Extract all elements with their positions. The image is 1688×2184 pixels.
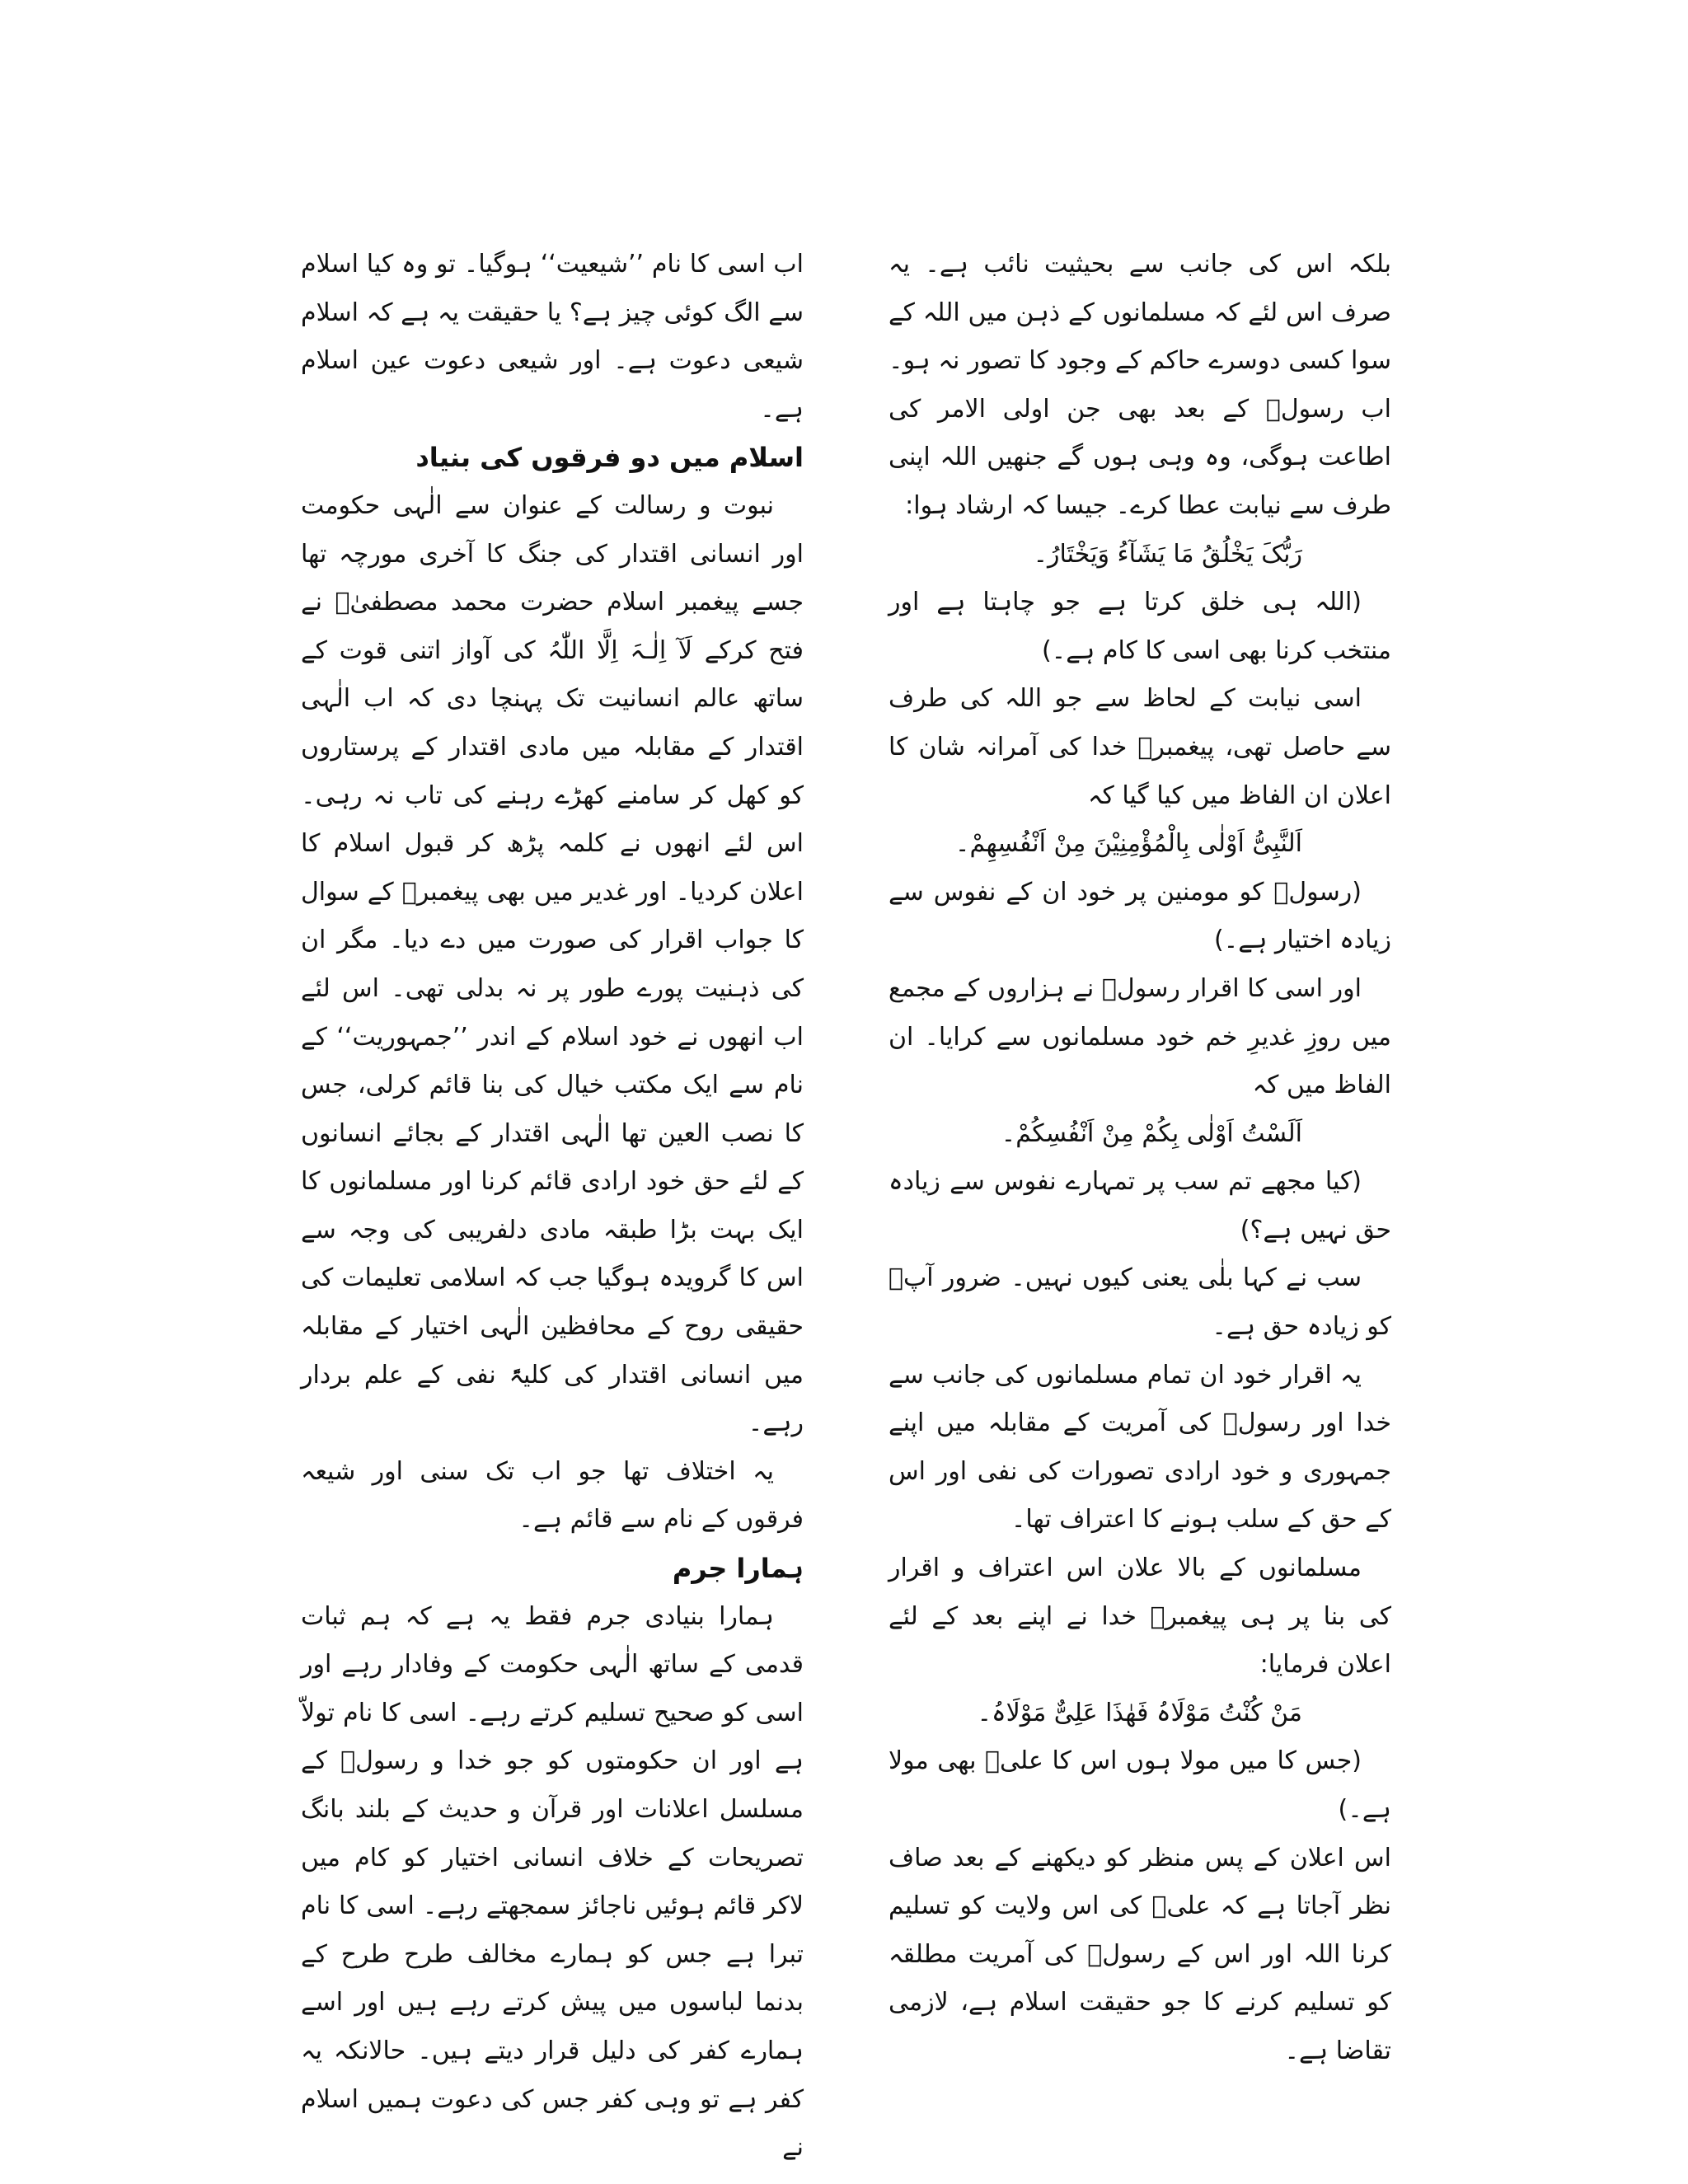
paragraph: مسلمانوں کے بالا علان اس اعتراف و اقرار کی بنا پر ہی پیغمبرؐ خدا نے اپنے بعد کے لئے اعلان فرمایا: (889, 1554, 1391, 1680)
paragraph: اور اسی کا اقرار رسولؐ نے ہزاروں کے مجمع میں روزِ غدیرِ خم خود مسلمانوں سے کرایا۔ ان الفاظ میں کہ (889, 973, 1391, 1100)
arabic-quote: رَبُّکَ یَخْلُقُ مَا یَشَآءُ وَیَخْتَارُ۔ (1033, 539, 1302, 569)
quote-translation: (کیا مجھے تم سب پر تمہارے نفوس سے زیادہ حق نہیں ہے؟) (889, 1167, 1391, 1244)
paragraph: بلکہ اس کی جانب سے بحیثیت نائب ہے۔ یہ صرف اس لئے کہ مسلمانوں کے ذہن میں اللہ کے سوا کسی دوسرے حاکم کے وجود کا تصور نہ ہو۔ اب رسولؐ کے بعد بھی جن اولی الامر کی اطاعت ہوگی، وہ وہی ہوں گے جنھیں اللہ اپنی طرف سے نیابت عطا کرے۔ جیسا کہ ارشاد ہوا: (889, 250, 1391, 520)
paragraph: اسی نیابت کے لحاظ سے جو اللہ کی طرف سے حاصل تھی، پیغمبرؐ خدا کی آمرانہ شان کا اعلان ان الفاظ میں کیا گیا کہ (889, 684, 1391, 810)
arabic-quote: مَنْ کُنْتُ مَوْلَاہُ فَھٰذَا عَلِیٌّ مَوْلَاہُ۔ (977, 1698, 1302, 1727)
paragraph: یہ اختلاف تھا جو اب تک سنی اور شیعہ فرقوں کے نام سے قائم ہے۔ (301, 1456, 804, 1535)
section-heading: ہمارا جرم (672, 1553, 804, 1585)
paragraph: اب اسی کا نام ’’شیعیت‘‘ ہوگیا۔ تو وہ کیا اسلام سے الگ کوئی چیز ہے؟ یا حقیقت یہ ہے کہ اسلام شیعی دعوت ہے۔ اور شیعی دعوت عین اسلام ہے۔ (301, 250, 804, 424)
quote-translation: (جس کا میں مولا ہوں اس کا علیؑ بھی مولا ہے۔) (889, 1746, 1391, 1824)
left-column (301, 241, 804, 2172)
paragraph: سب نے کہا بلٰی یعنی کیوں نہیں۔ ضرور آپؐ کو زیادہ حق ہے۔ (889, 1263, 1391, 1342)
arabic-quote: اَلنَّبِیُّ اَوْلٰی بِالْمُؤْمِنِیْنَ مِنْ اَنْفُسِھِمْ۔ (954, 829, 1302, 859)
quote-translation: (اللہ ہی خلق کرتا ہے جو چاہتا ہے اور منتخب کرنا بھی اسی کا کام ہے۔) (889, 588, 1391, 665)
section-heading: اسلام میں دو فرقوں کی بنیاد (415, 442, 804, 474)
paragraph: ہمارا بنیادی جرم فقط یہ ہے کہ ہم ثبات قدمی کے ساتھ الٰہی حکومت کے وفادار رہے اور اسی کو صحیح تسلیم کرتے رہے۔ اسی کا نام تولاّ ہے اور ان حکومتوں کو جو خدا و رسولؐ کے مسلسل اعلانات اور قرآن و حدیث کے بلند بانگ تصریحات کے خلاف انسانی اختیار کو کام میں لاکر قائم ہوئیں ناجائز سمجھتے رہے۔ اسی کا نام تبرا ہے جس کو ہمارے مخالف طرح طرح کے بدنما لباسوں میں پیش کرتے رہے ہیں اور اسے ہمارے کفر کی دلیل قرار دیتے ہیں۔ حالانکہ یہ کفر ہے تو وہی کفر جس کی دعوت ہمیں اسلام نے (301, 1601, 804, 2163)
paragraph: یہ اقرار خود ان تمام مسلمانوں کی جانب سے خدا اور رسولؐ کی آمریت کے مقابلہ میں اپنے جمہوری و خود ارادی تصورات کی نفی اور اس کے حق کے سلب ہونے کا اعتراف تھا۔ (889, 1360, 1391, 1535)
paragraph: نبوت و رسالت کے عنوان سے الٰہی حکومت اور انسانی اقتدار کی جنگ کا آخری مورچہ تھا جسے پیغمبر اسلام حضرت محمد مصطفیٰؐ نے فتح کرکے لَآ اِلٰـہَ اِلَّا اللّٰہُ کی آواز اتنی قوت کے ساتھ عالم انسانیت تک پہنچا دی کہ اب الٰہی اقتدار کے مقابلہ میں مادی اقتدار کے پرستاروں کو کھل کر سامنے کھڑے رہنے کی تاب نہ رہی۔ اس لئے انھوں نے کلمہ پڑھ کر قبول اسلام کا اعلان کردیا۔ اور غدیر میں بھی پیغمبرؐ کے سوال کا جواب اقرار کی صورت میں دے دیا۔ مگر ان کی ذہنیت پورے طور پر نہ بدلی تھی۔ اس لئے اب انھوں نے خود اسلام کے اندر ’’جمہوریت‘‘ کے نام سے ایک مکتب خیال کی بنا قائم کرلی، جس کا نصب العین تھا الٰہی اقتدار کے بجائے انسانوں کے لئے حق خود ارادی قائم کرنا اور مسلمانوں کا ایک بہت بڑا طبقہ مادی دلفریبی کی وجہ سے اس کا گرویدہ ہوگیا جب کہ اسلامی تعلیمات کی حقیقی روح کے محافظین الٰہی اختیار کے مقابلہ میں انسانی اقتدار کی کلیۃً نفی کے علم بردار رہے۔ (301, 490, 804, 1438)
right-column (889, 241, 1391, 2076)
arabic-quote: اَلَسْتُ اَوْلٰی بِکُمْ مِنْ اَنْفُسِکُمْ۔ (1001, 1118, 1302, 1148)
paragraph: اس اعلان کے پس منظر کو دیکھنے کے بعد صاف نظر آجاتا ہے کہ علیؑ کی اس ولایت کو تسلیم کرنا اللہ اور اس کے رسولؐ کی آمریت مطلقہ کو تسلیم کرنے کا جو حقیقت اسلام ہے، لازمی تقاضا ہے۔ (889, 1843, 1391, 2065)
quote-translation: (رسولؐ کو مومنین پر خود ان کے نفوس سے زیادہ اختیار ہے۔) (889, 877, 1391, 955)
